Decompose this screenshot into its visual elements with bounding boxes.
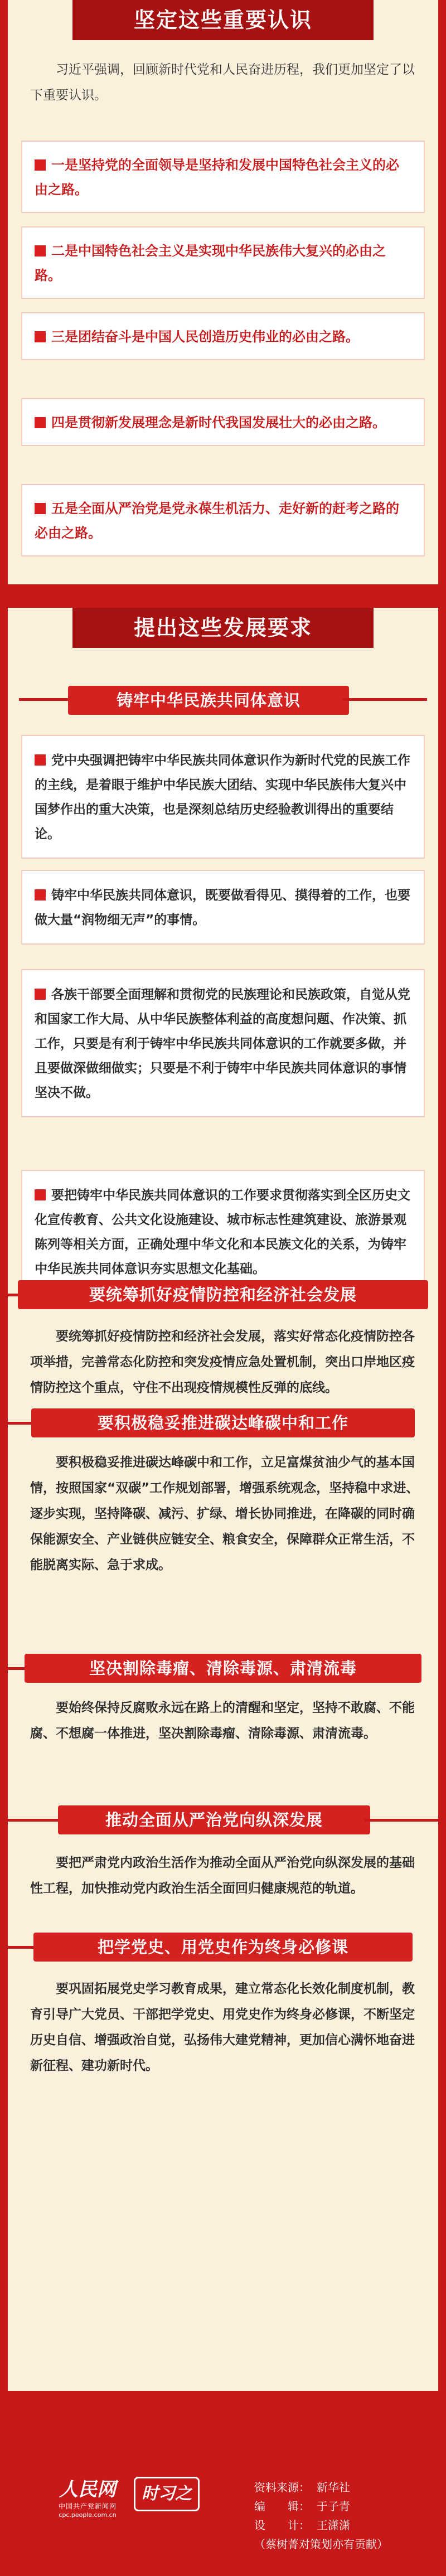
bullet-square-icon — [35, 331, 46, 342]
heading-divider — [342, 698, 427, 701]
bullet-square-icon — [35, 1189, 46, 1200]
section-important-understandings — [8, 0, 438, 584]
point-item-5 — [21, 484, 425, 556]
paragraph-party-governance: 要把严肃党内政治生活作为推动全面从严治党向纵深发展的基础性工程，加快推动党内政治生活全面回归健康规范的轨道。 — [30, 1856, 415, 1896]
section2-title: 提出这些发展要求 — [72, 608, 374, 648]
heading-divider — [365, 1819, 438, 1822]
requirement-card-3 — [21, 969, 425, 1117]
logo-main-text: 人民网 — [59, 2478, 116, 2501]
logo-url-text: cpc.people.com.cn — [59, 2511, 117, 2519]
point-text: 二是中国特色社会主义是实现中华民族伟大复兴的必由之路。 — [35, 243, 386, 283]
people-daily-logo — [49, 2478, 126, 2519]
point-text: 五是全面从严治党是党永葆生机活力、走好新的赶考之路的必由之路。 — [35, 501, 399, 541]
bullet-square-icon — [35, 754, 46, 766]
point-item-3 — [21, 312, 425, 360]
heading-carbon-peak: 要积极稳妥推进碳达峰碳中和工作 — [31, 1408, 415, 1437]
footer — [0, 2453, 446, 2576]
credit-value: 新华社 — [317, 2481, 350, 2494]
credit-label: 编 辑： — [254, 2500, 310, 2513]
credit-design — [254, 2516, 388, 2535]
section-development-requirements — [8, 608, 438, 2391]
credit-value: 于子青 — [317, 2500, 350, 2513]
credit-note: （蔡树菁对策划亦有贡献） — [254, 2538, 388, 2551]
bullet-square-icon — [35, 503, 46, 514]
paragraph-epidemic-economy: 要统筹抓好疫情防控和经济社会发展，落实好常态化疫情防控各项举措，完善常态化防控和突发疫情应急处置机制，突出口岸地区疫情防控这个重点，守住不出现疫情规模性反弹的底线。 — [30, 1329, 415, 1395]
point-text: 四是贯彻新发展理念是新时代我国发展壮大的必由之路。 — [51, 415, 386, 430]
credit-source — [254, 2478, 388, 2497]
bullet-square-icon — [35, 159, 46, 171]
paragraph-carbon-peak: 要积极稳妥推进碳达峰碳中和工作，立足富煤贫油少气的基本国情，按照国家“双碳”工作规划部署，增强系统观念，坚持稳中求进、逐步实现，坚持降碳、减污、扩绿、增长协同推进，在降碳的同时确保能源安全、产业链供应链安全、粮食安全，保障群众正常生活，不能脱离实际、急于求成。 — [30, 1455, 419, 1572]
card-text: 党中央强调把铸牢中华民族共同体意识作为新时代党的民族工作的主线，是着眼于维护中华民族大团结、实现中华民族伟大复兴中国梦作出的重大决策，也是深刻总结历史经验教训得出的重要结论。 — [35, 753, 410, 841]
paragraph-anti-corruption: 要始终保持反腐败永远在路上的清醒和坚定，坚持不敢腐、不能腐、不想腐一体推进，坚决割除毒瘤、清除毒源、肃清流毒。 — [30, 1701, 415, 1741]
card-text: 铸牢中华民族共同体意识，既要做看得见、摸得着的工作，也要做大量“润物细无声”的事情。 — [35, 888, 410, 927]
requirement-card-1 — [21, 735, 425, 859]
section1-title: 坚定这些重要认识 — [72, 0, 374, 40]
point-item-4 — [21, 398, 425, 446]
card-text: 要把铸牢中华民族共同体意识的工作要求贯彻落实到全区历史文化宣传教育、公共文化设施建设、城市标志性建筑建设、旅游景观陈列等相关方面，正确处理中华文化和本民族文化的关系，为铸牢中华民族共同体意识夯实思想文化基础。 — [35, 1188, 410, 1276]
requirement-card-4 — [21, 1170, 425, 1294]
heading-party-history: 把学党史、用党史作为终身必修课 — [33, 1933, 413, 1962]
point-text: 三是团结奋斗是中国人民创造历史伟业的必由之路。 — [51, 329, 359, 345]
credit-label: 设 计： — [254, 2519, 310, 2532]
heading-epidemic-economy: 要统筹抓好疫情防控和经济社会发展 — [18, 1280, 428, 1309]
shixizhi-logo: 时习之 — [134, 2477, 200, 2511]
credit-editor — [254, 2497, 388, 2516]
section1-intro: 习近平强调，回顾新时代党和人民奋进历程，我们更加坚定了以下重要认识。 — [30, 62, 415, 103]
credit-label: 资料来源： — [254, 2481, 310, 2494]
point-item-2 — [21, 226, 425, 299]
logo-sub-text: 中国共产党新闻网 — [58, 2502, 117, 2510]
heading-anti-corruption: 坚决割除毒瘤、清除毒源、肃清流毒 — [25, 1654, 421, 1683]
heading-ethnic-unity: 铸牢中华民族共同体意识 — [68, 686, 349, 715]
requirement-card-2 — [21, 870, 425, 945]
bullet-square-icon — [35, 989, 46, 1000]
point-item-1 — [21, 141, 425, 213]
bullet-square-icon — [35, 245, 46, 256]
credits-block — [254, 2478, 388, 2554]
credit-value: 王潇潇 — [317, 2519, 350, 2532]
bullet-square-icon — [35, 889, 46, 900]
card-text: 各族干部要全面理解和贯彻党的民族理论和民族政策，自觉从党和国家工作大局、从中华民族整体利益的高度想问题、作决策、抓工作，只要是有利于铸牢中华民族共同体意识的工作就要多做，并且要做深做细做实；只要是不利于铸牢中华民族共同体意识的事情坚决不做。 — [35, 987, 410, 1100]
bullet-square-icon — [35, 417, 46, 428]
point-text: 一是坚持党的全面领导是坚持和发展中国特色社会主义的必由之路。 — [35, 157, 399, 197]
paragraph-party-history: 要巩固拓展党史学习教育成果，建立常态化长效化制度机制，教育引导广大党员、干部把学党史、用党史作为终身必修课，不断坚定历史自信、增强政治自觉，弘扬伟大建党精神，更加信心满怀地奋进新征程、建功新时代。 — [30, 1982, 415, 2073]
heading-party-governance: 推动全面从严治党向纵深发展 — [58, 1805, 370, 1834]
